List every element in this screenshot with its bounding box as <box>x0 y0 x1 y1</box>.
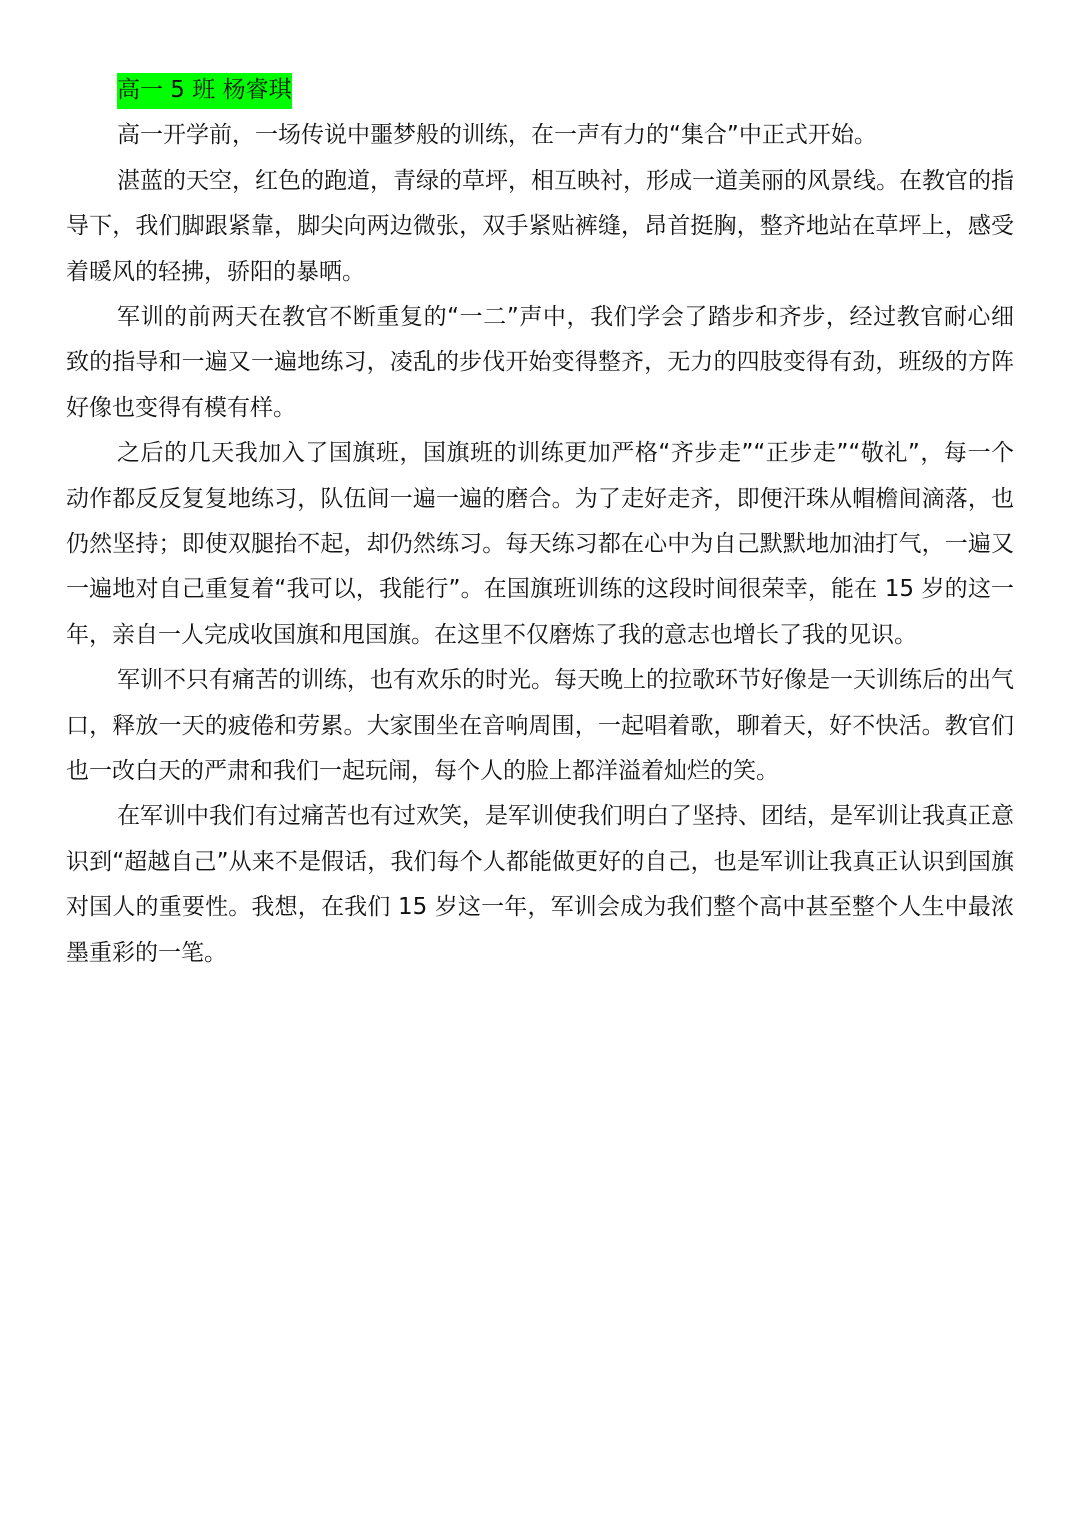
paragraph-1: 高一开学前，一场传说中噩梦般的训练，在一声有力的“集合”中正式开始。 <box>117 122 877 149</box>
author-line <box>66 68 1014 113</box>
paragraph-2: 湛蓝的天空，红色的跑道，青绿的草坪，相互映衬，形成一道美丽的风景线。在教官的指导下，我们脚跟紧靠，脚尖向两边微张，双手紧贴裤缝，昂首挺胸，整齐地站在草坪上，感受着暖风的轻拂，骄阳的暴晒。 <box>66 167 1014 285</box>
paragraph-5: 军训不只有痛苦的训练，也有欢乐的时光。每天晚上的拉歌环节好像是一天训练后的出气口，释放一天的疲倦和劳累。大家围坐在音响周围，一起唱着歌，聊着天，好不快活。教官们也一改白天的严肃和我们一起玩闹，每个人的脸上都洋溢着灿烂的笑。 <box>66 667 1014 785</box>
paragraph-4: 之后的几天我加入了国旗班，国旗班的训练更加严格“齐步走”“正步走”“敬礼”，每一个动作都反反复复地练习，队伍间一遍一遍的磨合。为了走好走齐，即便汗珠从帽檐间滴落，也仍然坚持；即使双腿抬不起，却仍然练习。每天练习都在心中为自己默默地加油打气，一遍又一遍地对自己重复着“我可以，我能行”。在国旗班训练的这段时间很荣幸，能在 15 岁的这一年，亲自一人完成收国旗和甩国旗。在这里不仅磨炼了我的意志也增长了我的见识。 <box>66 440 1014 648</box>
author-highlight: 高一 5 班 杨睿琪 <box>117 73 292 109</box>
essay-body <box>66 68 1014 976</box>
paragraph-6: 在军训中我们有过痛苦也有过欢笑，是军训使我们明白了坚持、团结，是军训让我真正意识到“超越自己”从来不是假话，我们每个人都能做更好的自己，也是军训让我真正认识到国旗对国人的重要性。我想，在我们 15 岁这一年，军训会成为我们整个高中甚至整个人生中最浓墨重彩的一笔。 <box>66 803 1014 966</box>
paragraph-3: 军训的前两天在教官不断重复的“一二”声中，我们学会了踏步和齐步，经过教官耐心细致的指导和一遍又一遍地练习，凌乱的步伐开始变得整齐，无力的四肢变得有劲，班级的方阵好像也变得有模有样。 <box>66 304 1014 421</box>
